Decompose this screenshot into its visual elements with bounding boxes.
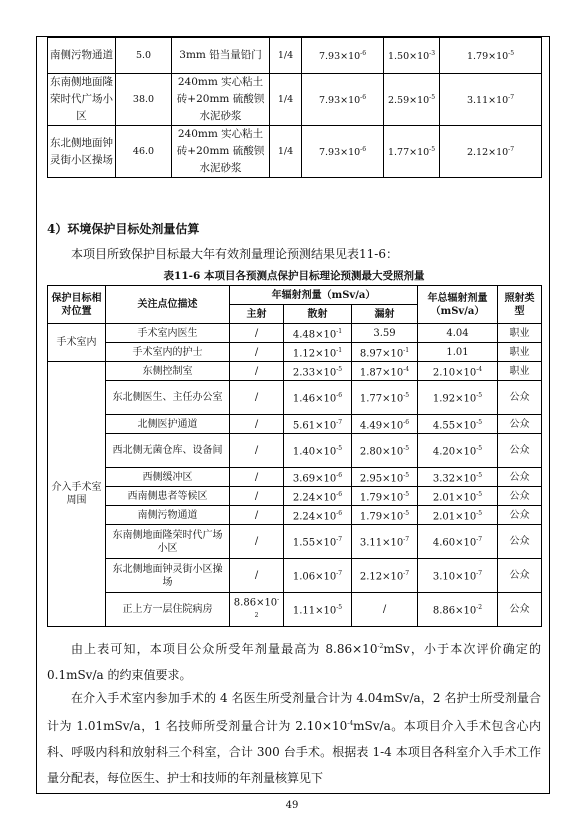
point-cell: 南侧污物通道 [106,506,230,525]
total-cell-value: 4.55×10 [432,420,477,432]
top-v2-exp: -5 [429,145,436,153]
table-row [48,343,542,362]
point-cell: 北侧医护通道 [106,415,230,434]
total-cell-value: 1.92×10 [432,393,477,405]
header-leak: 漏射 [352,305,418,324]
top-location: 东南侧地面隆荣时代广场小区 [48,74,116,126]
primary-cell-value: 8.86×10 [233,597,278,609]
leak-cell-exp: -6 [403,418,410,426]
leak-cell-value: 4.49×10 [359,420,404,432]
top-v2 [384,126,440,178]
primary-cell [230,434,284,468]
point-cell: 东侧控制室 [106,362,230,381]
scatter-cell [284,487,352,506]
total-cell-value: 2.01×10 [432,511,477,523]
top-v2-exp: -3 [429,49,436,57]
leak-cell-value: 1.77×10 [359,393,404,405]
table-row [48,559,542,593]
header-type: 照射类型 [498,286,542,324]
total-cell-value: 4.04 [446,327,469,339]
total-cell [418,381,498,415]
scatter-cell-exp: -5 [336,365,343,373]
leak-cell [352,506,418,525]
leak-cell-exp: -7 [403,570,410,578]
page-frame [36,36,550,794]
scatter-cell-exp: -5 [336,604,343,612]
type-cell: 公众 [498,415,542,434]
leak-cell [352,324,418,343]
scatter-cell-exp: -6 [336,490,343,498]
type-cell: 公众 [498,468,542,487]
top-distance: 5.0 [116,38,172,74]
dose-table [47,285,542,627]
para-b-text2: mSv/a。本项目介入手术包含心内科、呼吸内科和放射科三个科室，合计 300 台手术。根据表 1-4 本项目各科室介入手术工作量分配表，每位医生、护士和技师的年剂量核算见下 [47,719,541,785]
top-v3-value: 1.79×10 [466,51,509,63]
top-v3 [440,38,542,74]
scatter-cell-value: 4.48×10 [292,329,337,341]
top-v1 [302,126,384,178]
table-row [48,362,542,381]
page-number: 49 [285,800,299,811]
top-v1 [302,74,384,126]
scatter-cell [284,468,352,487]
total-cell-exp: -7 [476,536,483,544]
top-v3-value: 2.12×10 [466,147,509,159]
primary-cell [230,362,284,381]
leak-cell-value: 8.97×10 [359,348,404,360]
leak-cell-exp: -5 [403,392,410,400]
scatter-cell-value: 1.06×10 [292,571,337,583]
total-cell-value: 3.10×10 [432,571,477,583]
scatter-cell-value: 2.33×10 [292,367,337,379]
type-cell: 职业 [498,324,542,343]
point-cell: 手术室内的护士 [106,343,230,362]
primary-cell-value: / [254,365,259,377]
scatter-cell [284,415,352,434]
para-b-text1: 在介入手术室内参加手术的 4 名医生所受剂量合计为 4.04mSv/a，2 名护士所受剂量合计为 1.01mSv/a，1 名技师所受剂量合计为 2.10×10 [47,691,541,733]
dose-paragraph [47,685,541,791]
top-v3-exp: -7 [508,93,515,101]
scatter-cell-value: 5.61×10 [292,420,337,432]
scatter-cell-value: 1.40×10 [292,446,337,458]
table-row [48,324,542,343]
primary-cell [230,415,284,434]
type-cell: 公众 [498,559,542,593]
para-a-text1: 由上表可知，本项目公众所受年剂量最高为 8.86×10 [71,642,378,656]
leak-cell-exp: -5 [403,471,410,479]
table-caption: 表11-6 本项目各预测点保护目标理论预测最大受照剂量 [163,270,425,282]
leak-cell-exp: -5 [403,490,410,498]
total-cell-exp: -5 [476,490,483,498]
point-cell: 东北侧地面钟灵街小区操场 [106,559,230,593]
total-cell-exp: -5 [476,471,483,479]
primary-cell-value: / [254,471,259,483]
primary-cell [230,506,284,525]
top-v2-exp: -5 [429,93,436,101]
point-cell: 西南侧患者等候区 [106,487,230,506]
total-cell [418,468,498,487]
para-a-text2: mSv，小于本次评价确定的 0.1mSv/a 的约束值要求。 [47,642,541,682]
scatter-cell-value: 1.11×10 [292,605,337,617]
total-cell [418,362,498,381]
type-cell: 公众 [498,434,542,468]
type-cell: 公众 [498,593,542,627]
table-row [48,487,542,506]
type-cell: 职业 [498,362,542,381]
section-heading: 4）环境保护目标处剂量估算 [47,222,200,236]
top-v1-value: 7.93×10 [318,147,361,159]
total-cell-exp: -5 [476,392,483,400]
top-v1-value: 7.93×10 [318,51,361,63]
header-primary: 主射 [230,305,284,324]
primary-cell [230,324,284,343]
top-v3 [440,74,542,126]
total-cell [418,415,498,434]
primary-cell [230,593,284,627]
top-v3-exp: -7 [508,145,515,153]
top-occupancy: 1/4 [270,74,302,126]
top-shield: 240mm 实心粘土砖+20mm 硫酸钡水泥砂浆 [172,74,270,126]
top-v2-value: 1.50×10 [387,51,430,63]
total-cell [418,506,498,525]
leak-cell-exp: -5 [403,509,410,517]
leak-cell-value: 2.80×10 [359,446,404,458]
leak-cell-exp: -1 [403,346,410,354]
total-cell-value: 4.20×10 [432,446,477,458]
type-cell: 公众 [498,381,542,415]
top-v1-exp: -6 [360,49,367,57]
total-cell-exp: -5 [476,418,483,426]
leak-cell [352,415,418,434]
leak-cell [352,487,418,506]
top-row [48,126,542,178]
primary-cell [230,468,284,487]
scatter-cell-exp: -6 [336,509,343,517]
leak-cell-value: 1.87×10 [359,367,404,379]
total-cell-value: 2.10×10 [432,367,477,379]
primary-cell-value: / [254,445,259,456]
top-row [48,74,542,126]
total-cell [418,343,498,362]
header-total: 年总辐射剂量（mSv/a） [418,286,498,324]
scatter-cell [284,506,352,525]
leak-cell [352,381,418,415]
top-v3 [440,126,542,178]
table-row [48,593,542,627]
scatter-cell-value: 1.55×10 [292,537,337,549]
total-cell-exp: -4 [476,365,483,373]
total-cell-exp: -5 [476,509,483,517]
group-label: 手术室内 [48,324,106,362]
leak-cell [352,593,418,627]
point-cell: 东南侧地面隆荣时代广场小区 [106,525,230,559]
leak-cell-exp: -4 [403,365,410,373]
top-distance: 46.0 [116,126,172,178]
top-row [48,38,542,74]
top-shield: 240mm 实心粘土砖+20mm 硫酸钡水泥砂浆 [172,126,270,178]
leak-cell [352,434,418,468]
total-cell-value: 4.60×10 [432,537,477,549]
primary-cell-value: / [254,536,259,547]
top-distance: 38.0 [116,74,172,126]
top-occupancy: 1/4 [270,126,302,178]
total-cell-exp: -2 [476,604,483,612]
type-cell: 公众 [498,487,542,506]
header-point: 关注点位描述 [106,286,230,324]
table-row [48,434,542,468]
scatter-cell [284,593,352,627]
total-cell [418,525,498,559]
primary-cell-value: / [254,418,259,430]
point-cell: 正上方一层住院病房 [106,593,230,627]
scatter-cell-exp: -7 [336,536,343,544]
scatter-cell-exp: -5 [336,445,343,453]
para-a-exp: -2 [377,643,384,650]
top-v2-value: 1.77×10 [387,147,430,159]
primary-cell-value: / [254,346,259,358]
scatter-cell-exp: -7 [336,418,343,426]
scatter-cell [284,381,352,415]
top-v2-value: 2.59×10 [387,95,430,107]
primary-cell [230,487,284,506]
leak-cell [352,362,418,381]
continued-table [47,37,542,178]
conclusion-paragraph [47,634,541,688]
intro-text: 本项目所致保护目标最大年有效剂量理论预测结果见表11-6： [71,247,398,261]
point-cell: 西侧缓冲区 [106,468,230,487]
total-cell-exp: -5 [476,445,483,453]
point-cell: 手术室内医生 [106,324,230,343]
point-cell: 东北侧医生、主任办公室 [106,381,230,415]
total-cell [418,487,498,506]
table-row [48,525,542,559]
scatter-cell [284,434,352,468]
leak-cell [352,343,418,362]
table-row [48,381,542,415]
table-row [48,468,542,487]
top-v1 [302,38,384,74]
scatter-cell-exp: -6 [336,392,343,400]
group-label: 介入手术室周围 [48,362,106,627]
total-cell [418,593,498,627]
scatter-cell [284,324,352,343]
primary-cell-value: / [254,490,259,502]
scatter-cell [284,559,352,593]
leak-cell-value: 2.95×10 [359,473,404,485]
leak-cell-exp: -7 [403,536,410,544]
scatter-cell [284,362,352,381]
para-b-exp: -4 [347,720,354,727]
top-v1-exp: -6 [360,93,367,101]
header-annual: 年辐射剂量（mSv/a） [230,286,418,305]
total-cell [418,324,498,343]
total-cell-value: 3.32×10 [432,473,477,485]
leak-cell-value: / [382,603,387,615]
top-shield: 3mm 铅当量铅门 [172,38,270,74]
leak-cell-exp: -5 [403,445,410,453]
top-location: 东北侧地面钟灵街小区操场 [48,126,116,178]
primary-cell [230,525,284,559]
scatter-cell-exp: -7 [336,570,343,578]
leak-cell-value: 3.59 [373,327,396,339]
primary-cell-value: / [254,327,259,339]
header-target: 保护目标相对位置 [48,286,106,324]
leak-cell-value: 1.79×10 [359,492,404,504]
top-v2 [384,38,440,74]
scatter-cell-exp: -1 [336,327,343,335]
primary-cell-value: / [254,570,259,581]
leak-cell [352,559,418,593]
scatter-cell-value: 1.12×10 [292,348,337,360]
total-cell-value: 8.86×10 [432,605,477,617]
scatter-cell [284,343,352,362]
primary-cell [230,343,284,362]
scatter-cell-value: 2.24×10 [292,511,337,523]
primary-cell-exp: -2 [254,596,280,620]
table-row [48,415,542,434]
total-cell-exp: -7 [476,570,483,578]
scatter-cell-exp: -1 [336,346,343,354]
scatter-cell-value: 2.24×10 [292,492,337,504]
scatter-cell-value: 1.46×10 [292,393,337,405]
type-cell: 公众 [498,525,542,559]
point-cell: 西北侧无菌仓库、设备间 [106,434,230,468]
header-scatter: 散射 [284,305,352,324]
type-cell: 公众 [498,506,542,525]
primary-cell-value: / [254,509,259,521]
total-cell [418,434,498,468]
total-cell [418,559,498,593]
leak-cell [352,525,418,559]
top-v1-exp: -6 [360,145,367,153]
scatter-cell-exp: -6 [336,471,343,479]
scatter-cell-value: 3.69×10 [292,473,337,485]
primary-cell-value: / [254,392,259,403]
leak-cell-value: 2.12×10 [359,571,404,583]
total-cell-value: 2.01×10 [432,492,477,504]
top-v2 [384,74,440,126]
total-cell-value: 1.01 [446,346,469,358]
top-v3-value: 3.11×10 [466,95,509,107]
scatter-cell [284,525,352,559]
top-location: 南侧污物通道 [48,38,116,74]
top-v3-exp: -5 [508,49,515,57]
table-row [48,506,542,525]
primary-cell [230,559,284,593]
primary-cell [230,381,284,415]
top-occupancy: 1/4 [270,38,302,74]
type-cell: 职业 [498,343,542,362]
leak-cell [352,468,418,487]
leak-cell-value: 3.11×10 [359,537,404,549]
top-v1-value: 7.93×10 [318,95,361,107]
leak-cell-value: 1.79×10 [359,511,404,523]
